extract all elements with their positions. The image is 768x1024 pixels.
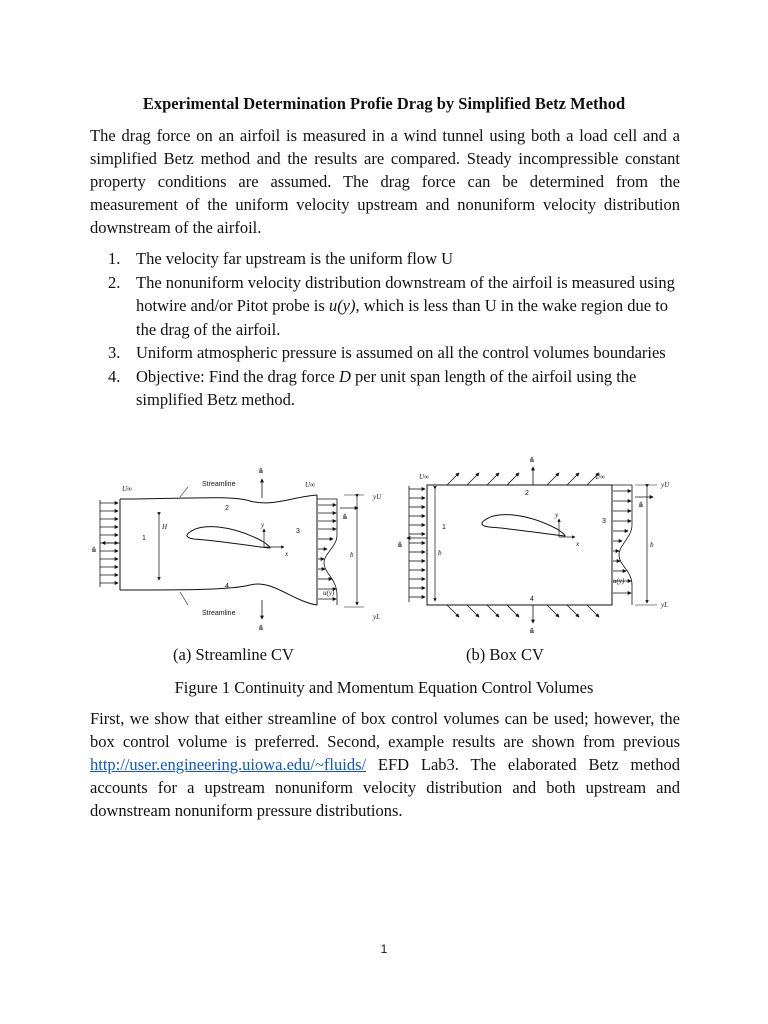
closing-text: First, we show that either streamline of box control volumes can be used; however, the box control volume is preferred. Second, example results are shown from previous bbox=[90, 709, 680, 751]
top-flux-arrows bbox=[447, 473, 599, 485]
label-side-4: 4 bbox=[225, 583, 229, 590]
label-n-bottom: n̂ bbox=[259, 624, 263, 632]
list-item bbox=[108, 341, 688, 365]
list-number: 4. bbox=[108, 366, 121, 386]
label-side-3: 3 bbox=[296, 528, 300, 535]
math-d: D bbox=[338, 366, 351, 386]
label-streamline-top: Streamline bbox=[202, 481, 236, 488]
label-n-bottom: n̂ bbox=[530, 627, 534, 635]
streamline-bottom-curve bbox=[120, 584, 317, 605]
streamline-top-curve bbox=[120, 495, 317, 503]
label-y-lower: yL bbox=[373, 613, 380, 621]
label-u-of-y: u(y) bbox=[323, 589, 335, 597]
closing-paragraph bbox=[90, 707, 680, 822]
label-u-inf-left: U∞ bbox=[419, 473, 430, 481]
label-n-left: n̂ bbox=[92, 546, 96, 554]
label-side-1: 1 bbox=[442, 524, 446, 531]
streamline-cv-diagram bbox=[92, 455, 392, 640]
box-cv-diagram bbox=[397, 455, 680, 640]
label-u-inf-left: U∞ bbox=[122, 485, 133, 493]
inlet-velocity-arrows bbox=[409, 489, 425, 597]
document-title: Experimental Determination Profie Drag by Simplified Betz Method bbox=[142, 94, 626, 113]
label-u-inf-right: U∞ bbox=[305, 481, 316, 489]
label-n-top: n̂ bbox=[259, 467, 263, 475]
list-text: , which is less than U in the wake region due to the drag of the airfoil. bbox=[136, 296, 669, 339]
label-b-left: b bbox=[438, 549, 442, 557]
label-b-right: b bbox=[650, 541, 654, 549]
label-streamline-bottom: Streamline bbox=[202, 610, 236, 617]
label-side-2: 2 bbox=[225, 505, 229, 512]
caption-box-cv: (b) Box CV bbox=[466, 645, 544, 664]
figure-title: Figure 1 Continuity and Momentum Equation Control Volumes bbox=[174, 678, 594, 697]
intro-paragraph: The drag force on an airfoil is measured in a wind tunnel using both a load cell and a simplified Betz method and the results are compared. Steady incompressible constant property conditions are assumed. The drag force can be determined from the measurement of the uniform velocity upstream and nonuniform velocity distribution downstream of the airfoil. bbox=[90, 126, 680, 237]
label-y-axis: y bbox=[261, 521, 265, 529]
label-side-3: 3 bbox=[602, 518, 606, 525]
label-y-upper: yU bbox=[661, 481, 670, 489]
label-x-axis: x bbox=[285, 550, 289, 558]
caption-streamline-cv: (a) Streamline CV bbox=[173, 645, 294, 664]
list-number: 2. bbox=[108, 272, 121, 292]
label-y-upper: yU bbox=[373, 493, 382, 501]
box-boundary bbox=[427, 485, 612, 605]
list-item bbox=[108, 365, 688, 412]
label-n-top: n̂ bbox=[530, 456, 534, 464]
fluids-link[interactable]: http://user.engineering.uiowa.edu/~fluids/ bbox=[90, 755, 367, 774]
outlet-profile-curve bbox=[612, 485, 632, 605]
label-y-lower: yL bbox=[661, 601, 668, 609]
label-u-inf-right: U∞ bbox=[595, 473, 606, 481]
label-x-axis: x bbox=[576, 540, 580, 548]
outlet-velocity-arrows bbox=[318, 505, 336, 599]
list-number: 1. bbox=[108, 249, 121, 268]
label-H: H bbox=[162, 523, 168, 531]
label-side-1: 1 bbox=[142, 535, 146, 542]
list-number: 3. bbox=[108, 343, 121, 362]
list-text: The velocity far upstream is the uniform flow U bbox=[136, 249, 454, 268]
list-text: Uniform atmospheric pressure is assumed on all the control volumes boundaries bbox=[136, 343, 666, 362]
label-side-4: 4 bbox=[530, 596, 534, 603]
label-n-left: n̂ bbox=[398, 541, 402, 549]
label-n-right: n̂ bbox=[639, 501, 643, 509]
list-text: Objective: Find the drag force bbox=[136, 366, 339, 386]
label-u-of-y: u(y) bbox=[613, 577, 625, 585]
assumptions-list bbox=[108, 247, 688, 412]
label-b: b bbox=[350, 551, 354, 559]
math-uy: u(y) bbox=[328, 296, 356, 315]
airfoil-shape bbox=[482, 515, 565, 536]
bottom-flux-arrows bbox=[447, 605, 599, 617]
list-item bbox=[108, 247, 688, 271]
airfoil-shape bbox=[187, 527, 270, 548]
label-side-2: 2 bbox=[525, 490, 529, 497]
list-text: The nonuniform velocity distribution downstream of the airfoil is measured using hotwire and/or Pitot probe is bbox=[136, 272, 675, 315]
list-item bbox=[108, 271, 688, 342]
closing-text: EFD Lab3. The elaborated Betz method accounts for a upstream nonuniform velocity distribution and both upstream and downstream nonuniform pressure distributions. bbox=[90, 755, 680, 820]
label-n-right: n̂ bbox=[343, 513, 347, 521]
page-number: 1 bbox=[380, 942, 388, 956]
list-text: per unit span length of the airfoil using the simplified Betz method. bbox=[136, 366, 637, 409]
label-y-axis: y bbox=[555, 511, 559, 519]
